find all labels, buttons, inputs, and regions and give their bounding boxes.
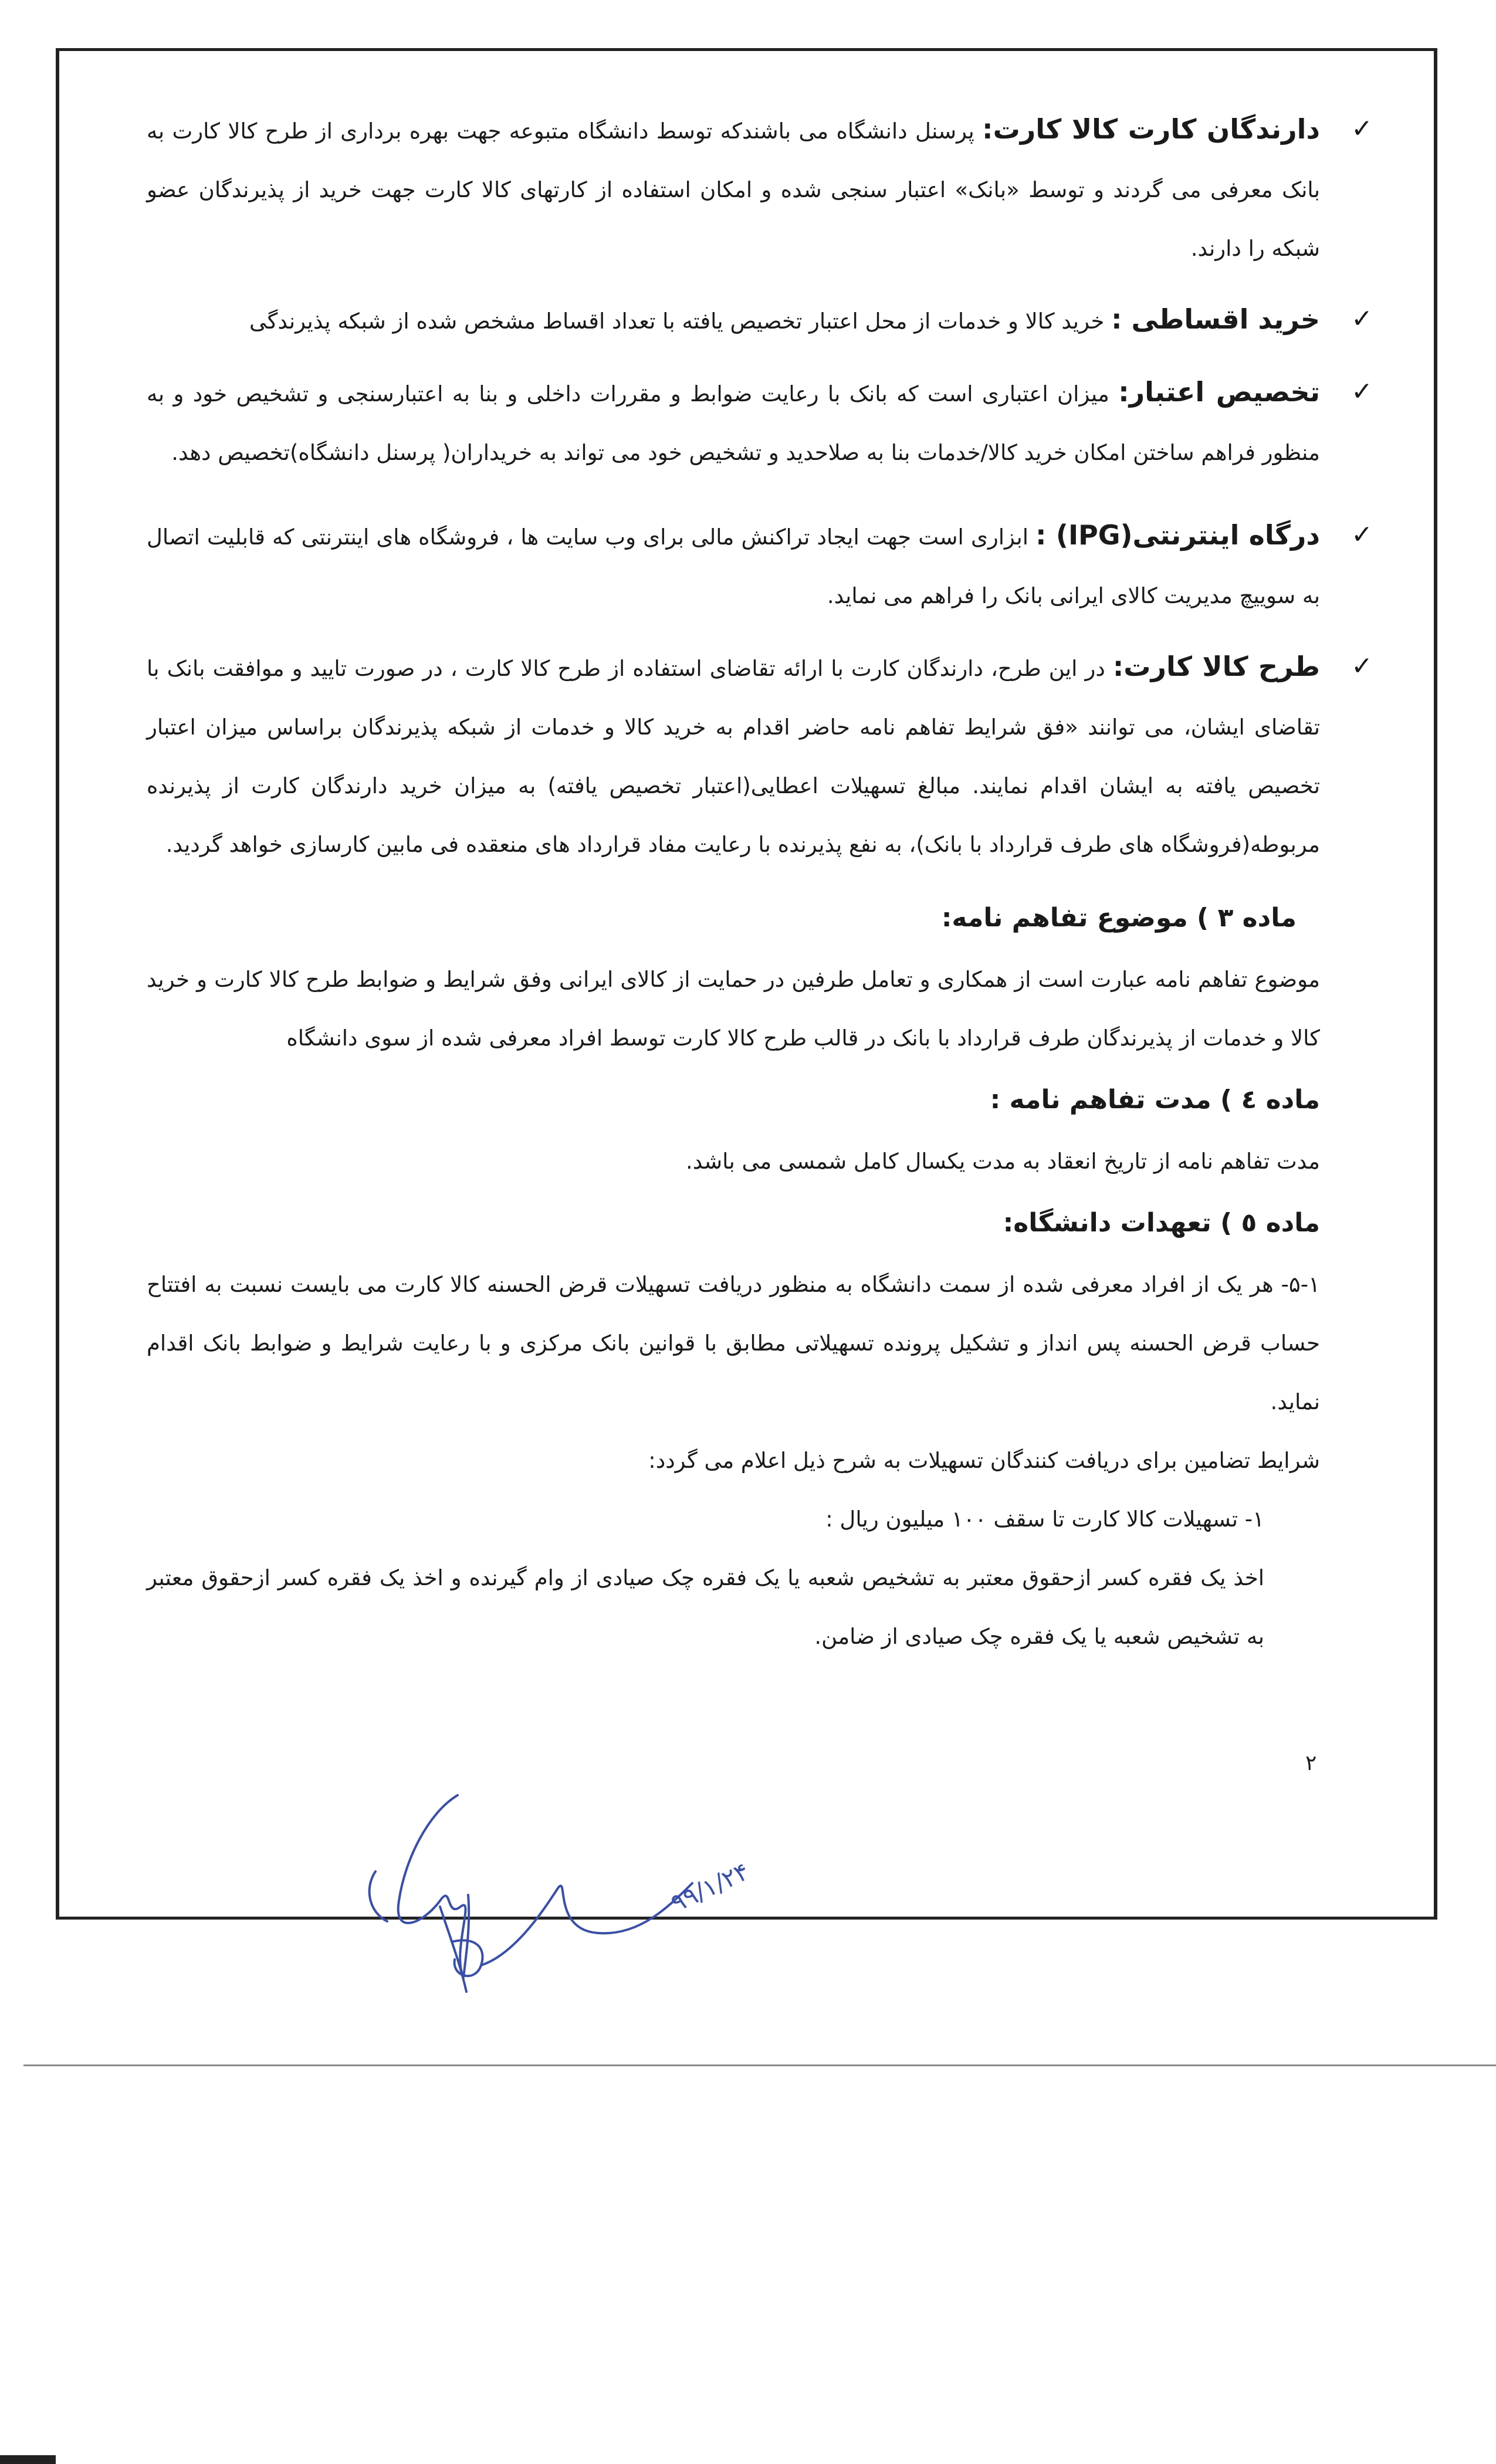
article-4-title: ماده ٤ ) مدت تفاهم نامه : bbox=[990, 1085, 1320, 1115]
definition-text: پرسنل دانشگاه می باشندکه توسط دانشگاه متبوعه جهت بهره برداری از طرح کالا کارت به بانک معرفی می گردند و توسط «بانک» اعتبار سنجی شده و امکان استفاده از کارتهای کالا کارت جهت خرید از پذیرندگان عضو شبکه را دارند. bbox=[147, 119, 1320, 261]
check-mark-icon: ✓ bbox=[1351, 651, 1373, 681]
article-5-title: ماده ٥ ) تعهدات دانشگاه: bbox=[1003, 1208, 1320, 1238]
check-mark-icon: ✓ bbox=[1351, 377, 1373, 407]
definition-kala-card-plan bbox=[147, 637, 1373, 874]
check-mark-icon: ✓ bbox=[1351, 304, 1373, 334]
definition-text: میزان اعتباری است که بانک با رعایت ضوابط و مقررات داخلی و بنا به اعتبارسنجی و تشخیص خود و به منظور فراهم ساختن امکان خرید کالا/خدمات بنا به صلاحدید و تشخیص خود می تواند به خریداران( پرسنل دانشگاه)تخصیص دهد. bbox=[147, 381, 1320, 465]
article-3-title: ماده ۳ ) موضوع تفاهم نامه: bbox=[941, 903, 1297, 933]
handwritten-signature bbox=[364, 1789, 821, 2001]
check-mark-icon: ✓ bbox=[1351, 520, 1373, 550]
page-number: ۲ bbox=[1305, 1751, 1317, 1775]
definition-text: خرید کالا و خدمات از محل اعتبار تخصیص یافته با تعداد اقساط مشخص شده از شبکه پذیرندگی bbox=[249, 309, 1112, 334]
article-5-clause: ۵-۱- هر یک از افراد معرفی شده از سمت دانشگاه به منظور دریافت تسهیلات قرض الحسنه کالا کارت می بایست نسبت به افتتاح حساب قرض الحسنه پس انداز و تشکیل پرونده تسهیلاتی مطابق با قوانین بانک مرکزی و با رعایت شرایط و ضوابط بانک اقدام نماید. bbox=[147, 1272, 1320, 1414]
definition-term: دارندگان کارت کالا کارت: bbox=[982, 113, 1320, 145]
definition-term: درگاه اینترنتی(IPG) : bbox=[1035, 519, 1320, 551]
definition-text: در این طرح، دارندگان کارت با ارائه تقاضای استفاده از طرح کالا کارت ، در صورت تایید و موافقت بانک با تقاضای ایشان، می توانند «فق شرایط تفاهم نامه حاضر اقدام به خرید کالا و خدمات از شبکه پذیرندگان براساس میزان اعتبار تخصیص یافته به ایشان اقدام نمایند. مبالغ تسهیلات اعطایی(اعتبار تخصیص یافته) به میزان خرید دارندگان کارت از پذیرنده مربوطه(فروشگاه های طرف قرارداد با بانک)، به نفع پذیرنده با رعایت مفاد قرارداد های منعقده فی مابین کارسازی خواهد گردید. bbox=[147, 656, 1320, 857]
definition-installment-purchase bbox=[147, 290, 1373, 351]
article-3-body: موضوع تفاهم نامه عبارت است از همکاری و تعامل طرفین در حمایت از کالای ایرانی وفق شرایط و ضوابط طرح کالا کارت و خرید کالا و خدمات از پذیرندگان طرف قرارداد با بانک در قالب طرح کالا کارت توسط افراد معرفی شده از سوی دانشگاه bbox=[147, 967, 1320, 1051]
definition-term: خرید اقساطی : bbox=[1111, 303, 1320, 335]
definition-text: ابزاری است جهت ایجاد تراکنش مالی برای وب سایت ها ، فروشگاه های اینترنتی که قابلیت اتصال به سوییچ مدیریت کالای ایرانی بانک را فراهم می نماید. bbox=[147, 524, 1320, 608]
article-4-body: مدت تفاهم نامه از تاریخ انعقاد به مدت یکسال کامل شمسی می باشد. bbox=[685, 1149, 1320, 1174]
definition-term: طرح کالا کارت: bbox=[1112, 651, 1320, 682]
definition-ipg bbox=[147, 506, 1373, 625]
guarantee-item-1: ۱- تسهیلات کالا کارت تا سقف ۱۰۰ میلیون ریال : bbox=[825, 1507, 1264, 1532]
check-mark-icon: ✓ bbox=[1351, 114, 1373, 144]
signature-date: ۹۹/۱/۲۴ bbox=[666, 1856, 754, 1918]
definition-term: تخصیص اعتبار: bbox=[1118, 376, 1320, 408]
corner-logo bbox=[0, 2455, 56, 2464]
page-separator bbox=[23, 2064, 1496, 2066]
guarantee-item-1-detail: اخذ یک فقره کسر ازحقوق معتبر به تشخیص شعبه یا یک فقره چک صیادی از وام گیرنده و اخذ یک فقره کسر ازحقوق معتبر به تشخیص شعبه یا یک فقره چک صیادی از ضامن. bbox=[147, 1565, 1264, 1649]
document-body bbox=[147, 100, 1373, 1666]
definition-credit-allocation bbox=[147, 363, 1373, 482]
definition-card-holders bbox=[147, 100, 1373, 278]
guarantee-intro: شرایط تضامین برای دریافت کنندگان تسهیلات به شرح ذیل اعلام می گردد: bbox=[648, 1448, 1320, 1473]
